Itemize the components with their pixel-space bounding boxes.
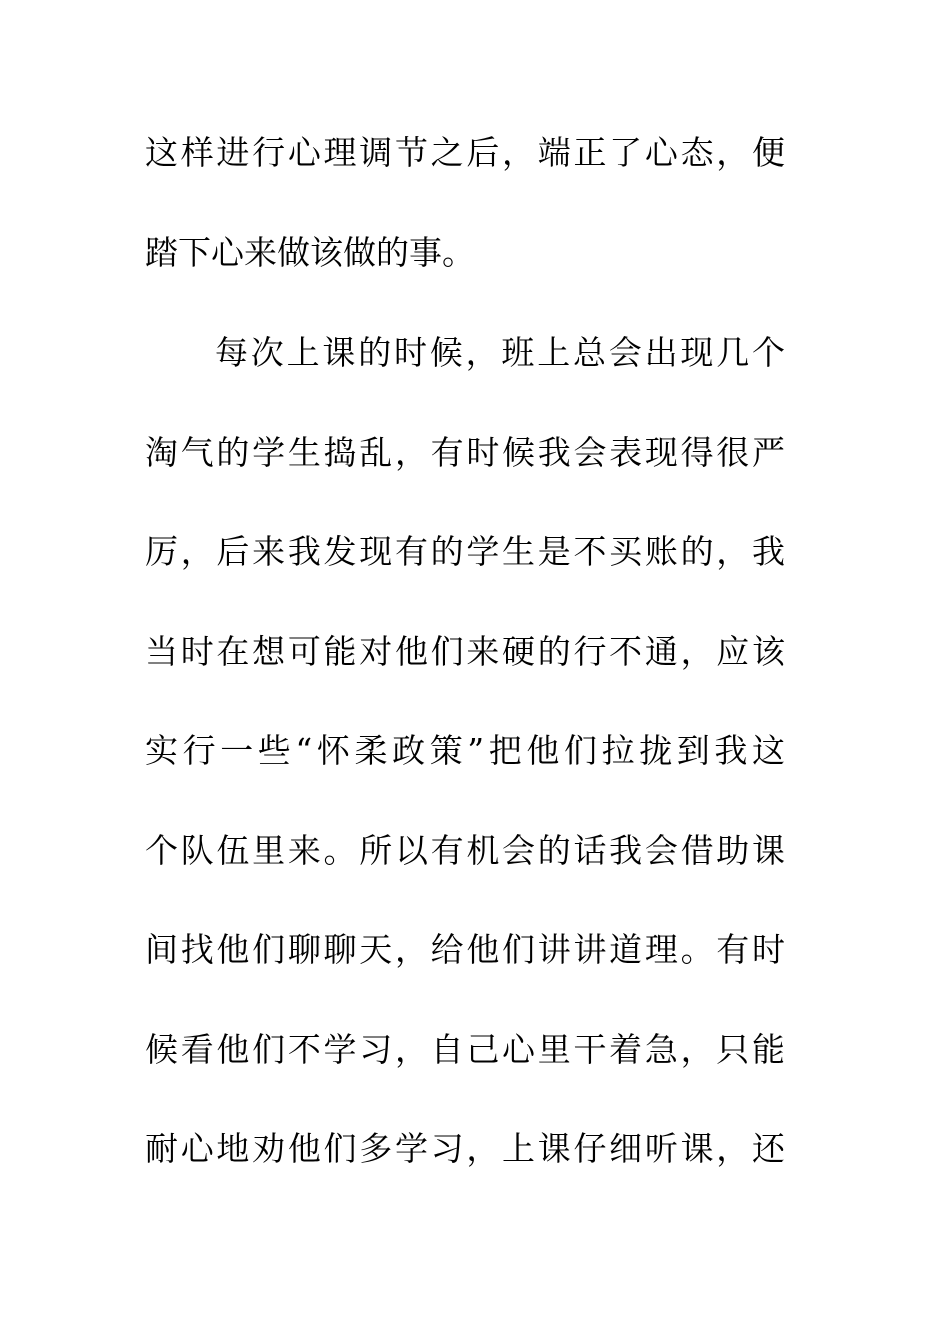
text-line: 这样进行心理调节之后，端正了心态，便: [145, 133, 785, 172]
text-line: 踏下心来做该做的事。: [145, 233, 475, 272]
text-line: 实行一些“怀柔政策”把他们拉拢到我这: [145, 731, 785, 770]
text-line: 个队伍里来。所以有机会的话我会借助课: [145, 831, 785, 870]
text-line: 淘气的学生捣乱，有时候我会表现得很严: [145, 433, 785, 472]
text-line: 候看他们不学习，自己心里干着急，只能: [145, 1030, 785, 1069]
text-line: 当时在想可能对他们来硬的行不通，应该: [145, 632, 785, 671]
text-line: 厉，后来我发现有的学生是不买账的，我: [145, 532, 785, 571]
text-line: 每次上课的时候，班上总会出现几个: [215, 333, 785, 372]
text-line: 耐心地劝他们多学习，上课仔细听课，还: [145, 1129, 785, 1168]
text-line: 间找他们聊聊天，给他们讲讲道理。有时: [145, 930, 785, 969]
